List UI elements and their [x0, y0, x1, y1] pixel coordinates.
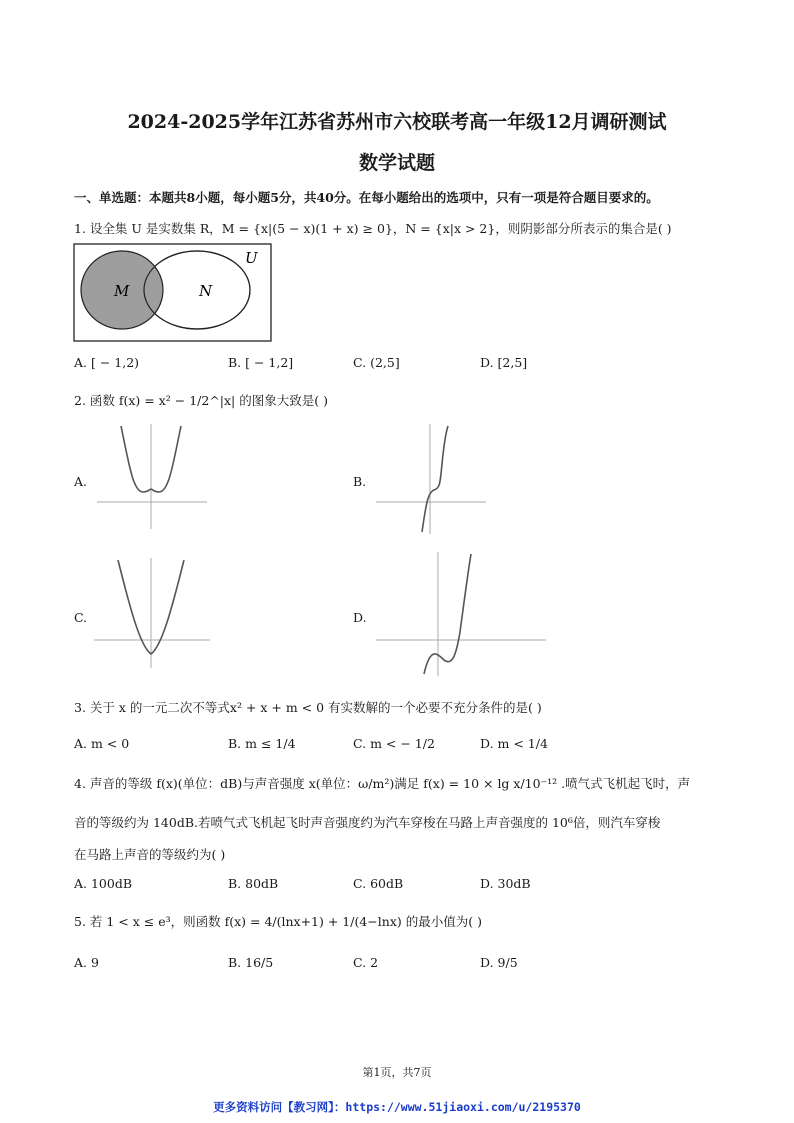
q1-option-d: D. [2,5] [480, 355, 528, 370]
graph-c [94, 558, 210, 668]
m-label: M [114, 282, 130, 300]
question-4-line-3: 在马路上声音的等级约为( ) [74, 847, 226, 862]
universe-label: U [245, 249, 258, 267]
q4-option-b: B. 80dB [228, 876, 279, 891]
q3-option-a: A. m < 0 [74, 736, 130, 751]
question-4-line-2: 音的等级约为 140dB.若喷气式飞机起飞时声音强度约为汽车穿梭在马路上声音强度的 10⁶倍，则汽车穿梭 [74, 815, 661, 830]
venn-diagram [73, 243, 273, 342]
q2-option-d-label: D. [353, 610, 367, 625]
graph-a [97, 424, 207, 529]
q3-option-c: C. m < − 1/2 [353, 736, 435, 751]
q3-option-d: D. m < 1/4 [480, 736, 548, 751]
graph-d [376, 552, 546, 676]
n-label: N [199, 282, 213, 300]
q1-option-a: A. [ − 1,2) [74, 355, 140, 370]
q1-option-b: B. [ − 1,2] [228, 355, 294, 370]
section-heading: 一、单选题：本题共8小题，每小题5分，共40分。在每小题给出的选项中，只有一项是符合题目要求的。 [74, 190, 659, 205]
question-5: 5. 若 1 < x ≤ e³，则函数 f(x) = 4/(lnx+1) + 1/(4−lnx) 的最小值为( ) [74, 914, 482, 929]
graph-b [376, 424, 486, 534]
question-4-line-1: 4. 声音的等级 f(x)(单位：dB)与声音强度 x(单位：ω/m²)满足 f(x) = 10 × lg x/10⁻¹² .喷气式飞机起飞时，声 [74, 776, 691, 791]
paper-subtitle: 数学试题 [358, 152, 435, 174]
q5-option-b: B. 16/5 [228, 955, 274, 970]
q3-option-b: B. m ≤ 1/4 [228, 736, 296, 751]
q4-option-c: C. 60dB [353, 876, 404, 891]
q2-option-b-label: B. [353, 474, 367, 489]
page-footer: 第1页，共7页 [362, 1066, 432, 1079]
q5-option-d: D. 9/5 [480, 955, 518, 970]
watermark-link[interactable]: 更多资料访问【教习网】：https://www.51jiaoxi.com/u/2195370 [213, 1100, 581, 1114]
question-2: 2. 函数 f(x) = x² − 1/2^|x| 的图象大致是( ) [74, 393, 328, 408]
q2-option-a-label: A. [74, 474, 88, 489]
question-1: 1. 设全集 U 是实数集 R，M = {x|(5 − x)(1 + x) ≥ 0}，N = {x|x > 2}，则阴影部分所表示的集合是( ) [74, 221, 672, 236]
q4-option-a: A. 100dB [74, 876, 133, 891]
question-3: 3. 关于 x 的一元二次不等式x² + x + m < 0 有实数解的一个必要不充分条件的是( ) [74, 700, 542, 715]
q4-option-d: D. 30dB [480, 876, 531, 891]
paper-title: 2024-2025学年江苏省苏州市六校联考高一年级12月调研测试 [127, 111, 667, 133]
q1-option-c: C. (2,5] [353, 355, 400, 370]
q5-option-c: C. 2 [353, 955, 379, 970]
q5-option-a: A. 9 [74, 955, 99, 970]
q2-option-c-label: C. [74, 610, 88, 625]
